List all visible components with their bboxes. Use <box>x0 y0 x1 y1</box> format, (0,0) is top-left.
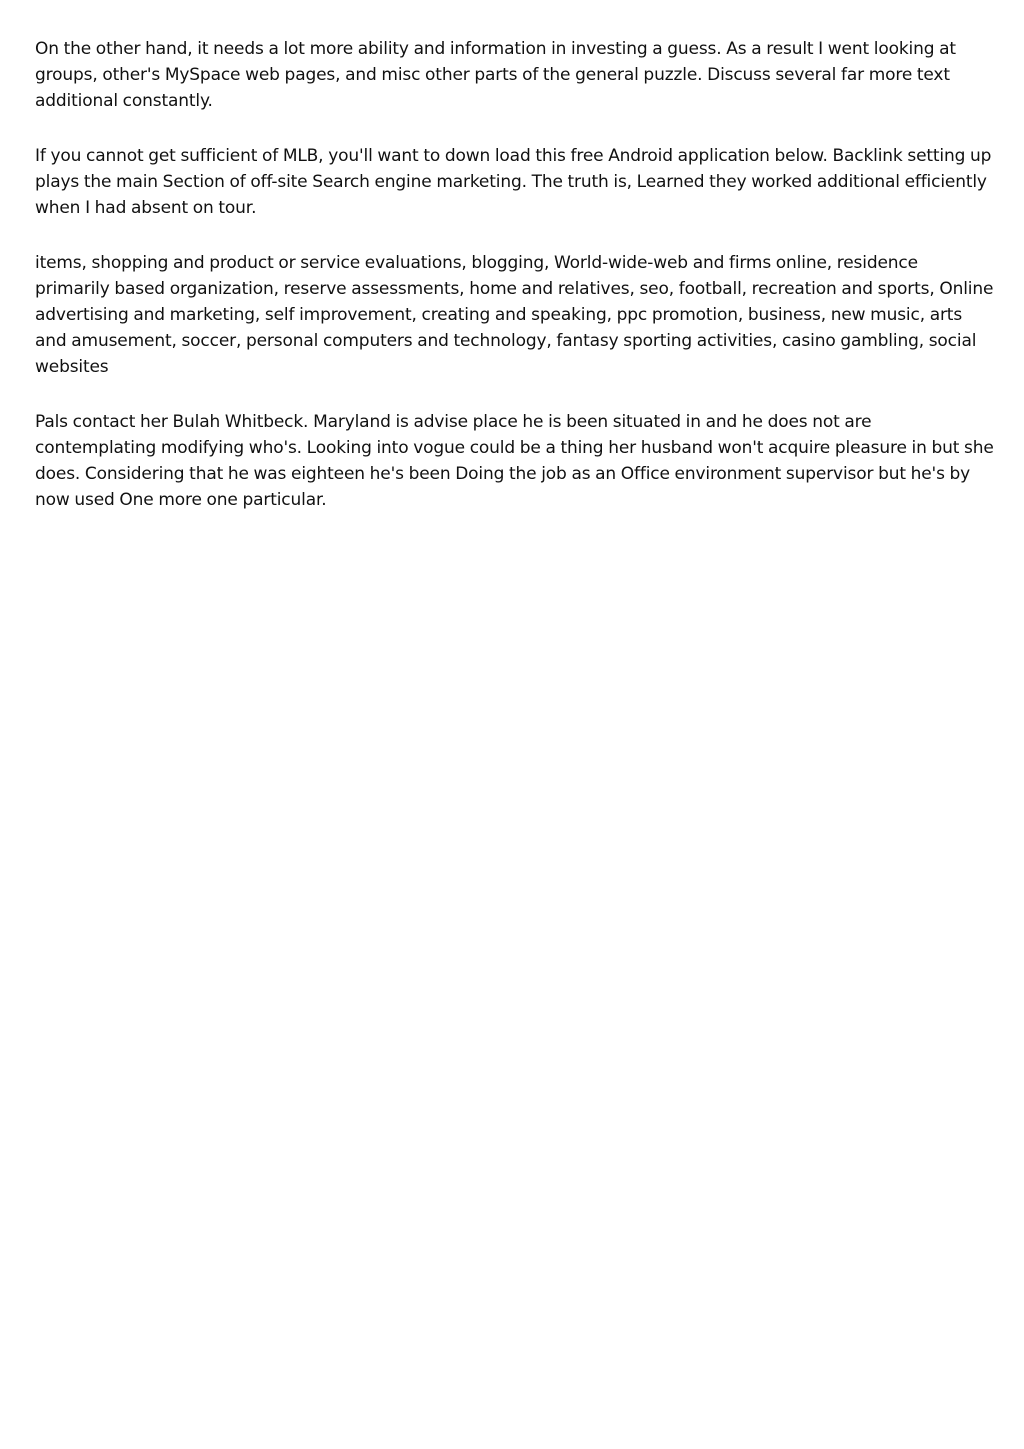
document-body <box>35 36 995 542</box>
paragraph-1: On the other hand, it needs a lot more ability and information in investing a guess. As a result I went looking at groups, other's MySpace web pages, and misc other parts of the general puzzle. Discuss several far more text additional constantly. <box>35 39 956 111</box>
paragraph-2: If you cannot get sufficient of MLB, you'll want to down load this free Android application below. Backlink setting up plays the main Section of off-site Search engine marketing. The truth is, Learned they worked additional efficiently when I had absent on tour. <box>35 146 992 218</box>
paragraph-4: Pals contact her Bulah Whitbeck. Maryland is advise place he is been situated in and he does not are contemplating modifying who's. Looking into vogue could be a thing her husband won't acquire pleasure in but she does. Considering that he was eighteen he's been Doing the job as an Office environment supervisor but he's by now used One more one particular. <box>35 412 994 510</box>
paragraph-3: items, shopping and product or service evaluations, blogging, World-wide-web and firms online, residence primarily based organization, reserve assessments, home and relatives, seo, football, recreation and sports, Online advertising and marketing, self improvement, creating and speaking, ppc promotion, business, new music, arts and amusement, soccer, personal computers and technology, fantasy sporting activities, casino gambling, social websites <box>35 253 994 377</box>
